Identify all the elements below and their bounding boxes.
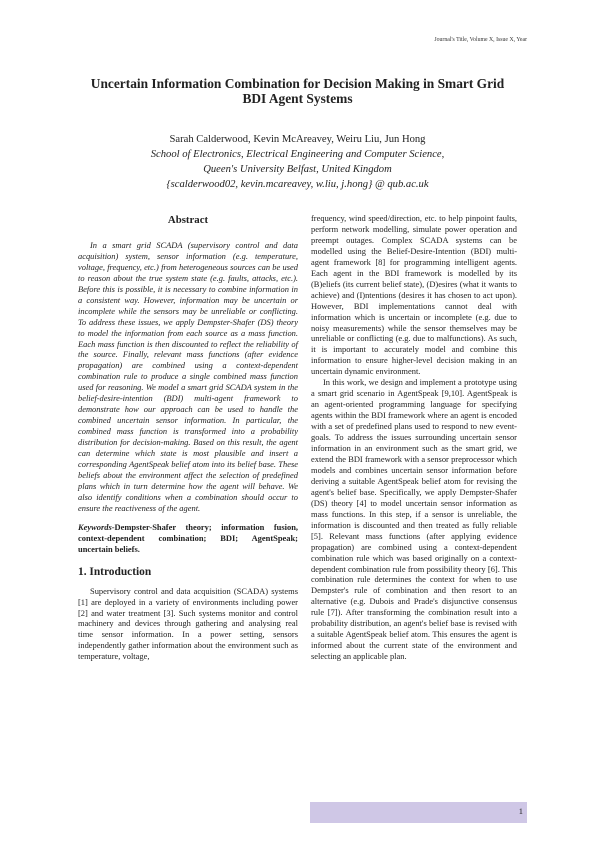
left-column: [78, 215, 298, 662]
introduction-heading: 1. Introduction: [78, 565, 152, 578]
paper-title: [60, 76, 535, 106]
affiliation-line-2: Queen's University Belfast, United Kingdom: [203, 164, 392, 175]
author-emails: {scalderwood02, kevin.mcareavey, w.liu, j.hong} @ qub.ac.uk: [166, 179, 429, 190]
intro-paragraph-1: Supervisory control and data acquisition (SCADA) systems [1] are deployed in a variety of environments including power [2] and water treatment [3]. Such systems monitor and control machinery and devices through gathering and analysing real time sensor information. In a power setting, sensors independently gather information about the environment such as temperature, voltage,: [78, 585, 298, 662]
right-paragraph-2: In this work, we design and implement a prototype using a smart grid scenario in AgentSpeak [9,10]. AgentSpeak is an agent-oriented programming language for specifying agents within the BDI framework where an agent is encoded with a set of predefined plans used to respond to new event-goals. To address the issues surrounding uncertain sensor information in an environment such as the smart grid, we extend the BDI framework with a sensor preprocessor which models and combines uncertain sensor information before deriving a suitable AgentSpeak belief atom for revising the agent's belief base. Specifically, we apply Dempster-Shafer (DS) theory [4] to model uncertain sensor information as mass functions. In this step, if a sensor is unreliable, the information is discounted and then treated as fully reliable [5]. Relevant mass functions (after applying evidence propagation) are combined using a context-dependent combination rule which was based originally on a context-dependent combination rule from possibility theory [6]. This combination rule determines the context for when to use Dempster's rule of combination and then resort to an alternative (e.g. Dubois and Prade's disjunctive consensus rule [7]). After transforming the combination result into a probability distribution, an agent's belief base is revised with a suitable AgentSpeak belief atom. This ensures the agent is informed about the current state of the environment and selecting an applicable plan.: [311, 377, 517, 662]
right-column: [311, 213, 517, 662]
title-line-1: Uncertain Information Combination for Decision Making in Smart Grid: [90, 76, 505, 91]
right-paragraph-1: frequency, wind speed/direction, etc. to help pinpoint faults, perform network modelling, simulate power operation and preempt outages. Complex SCADA systems can be modelled using the Belief-Desire-Intention (BDI) multi-agent framework [8] for programming intelligent agents. Each agent in the BDI framework is modelled by its (B)eliefs (its current belief state), (D)esires (what it wants to achieve) and (I)ntentions (desires it has chosen to act upon). However, BDI implementations cannot deal with information which is uncertain or incomplete (e.g. due to noisy measurements) while the sensor themselves may be unreliable or conflicting (e.g. due to malfunctions). As such, it is important to accurately model and combine this information to ensure higher-level decision making in an uncertain dynamic environment.: [311, 213, 517, 377]
keywords-label: Keywords: [78, 521, 112, 532]
abstract-heading: Abstract: [167, 214, 209, 226]
abstract-text: In a smart grid SCADA (supervisory control and data acquisition) system, sensor information (e.g. temperature, voltage, frequency, etc.) from heterogeneous sources can be used to reason about the true system state (e.g. faults, attacks, etc.). Before this is possible, it is necessary to combine information in a consistent way. However, information may be uncertain or incomplete while the sensors may be unreliable or conflicting. To address these issues, we apply Dempster-Shafer (DS) theory to model the information from each source as a mass function. Each mass function is then discounted to reflect the reliability of the source. Finally, relevant mass functions (after evidence propagation) are combined using a context-dependent combination rule to produce a single combined mass function used for reasoning. We model a smart grid SCADA system in the belief-desire-intention (BDI) multi-agent framework to demonstrate how our approach can be used to handle the combined uncertain sensor information. In particular, the combined mass function is transformed into a probability distribution for decision-making. Based on this result, the agent can determine which state is most plausible and insert a corresponding AgentSpeak belief atom into its belief base. These beliefs about the environment affect the selection of predefined plans which in turn determine how the agent will behave. We also identify conditions when a combination should occur to ensure the reactiveness of the agent.: [78, 239, 298, 513]
keywords-text: -Dempster-Shafer theory; information fusion, context-dependent combination; BDI; AgentSpeak; uncertain beliefs.: [78, 521, 298, 554]
affiliation-line-1: School of Electronics, Electrical Engineering and Computer Science,: [150, 149, 445, 160]
running-head: Journal's Title, Volume X, Issue X, Year: [434, 37, 527, 43]
title-line-2: BDI Agent Systems: [242, 91, 353, 106]
page-number: 1: [518, 806, 523, 816]
keywords: [78, 522, 298, 555]
authors: Sarah Calderwood, Kevin McAreavey, Weiru Liu, Jun Hong: [169, 134, 426, 145]
author-block: [60, 132, 535, 192]
footer-bar: [310, 802, 527, 823]
